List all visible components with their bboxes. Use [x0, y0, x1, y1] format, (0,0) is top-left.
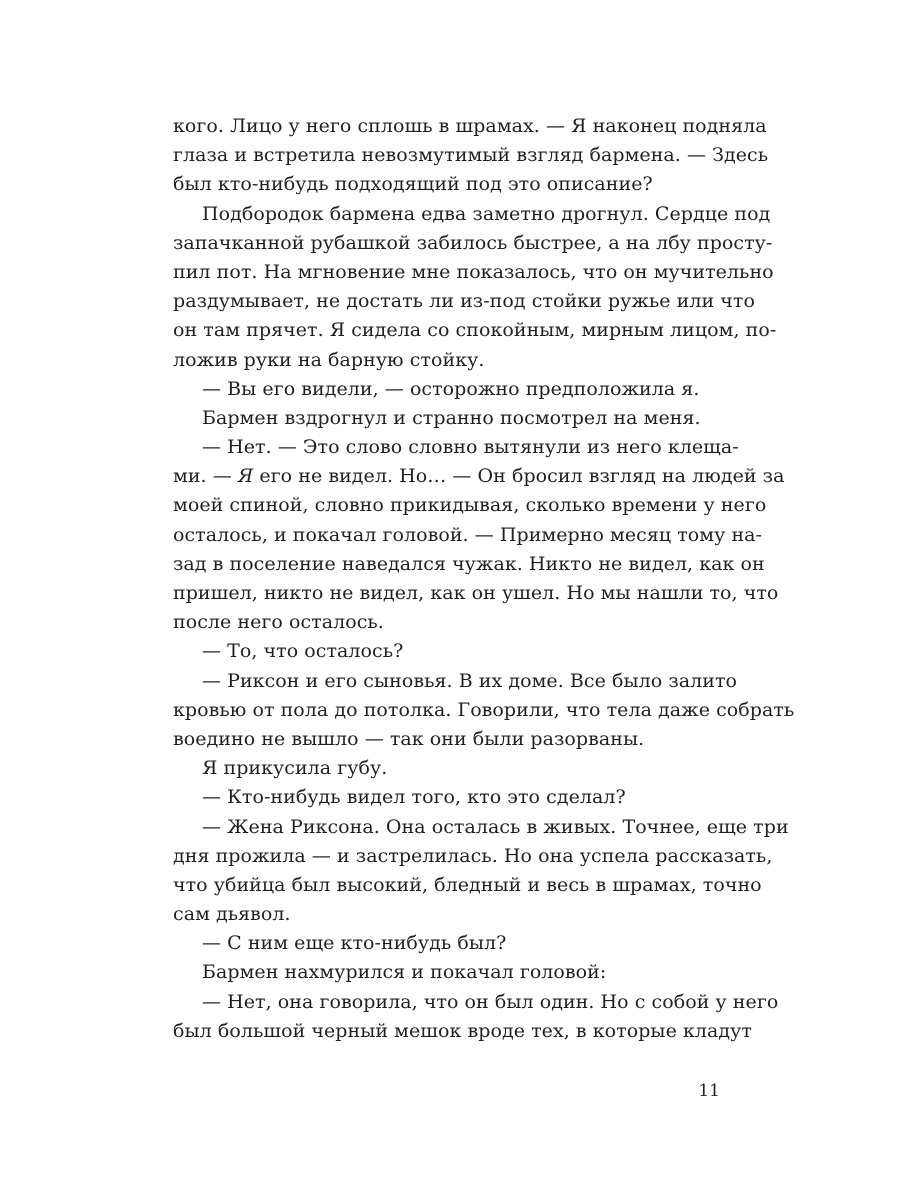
text-line: после него осталось. — [173, 611, 384, 634]
text-line: зад в поселение наведался чужак. Никто не видел, как он — [173, 552, 765, 575]
text-line: пил пот. На мгновение мне показалось, что он мучительно — [173, 260, 774, 283]
text-line: моей спиной, словно прикидывая, сколько времени у него — [173, 494, 767, 517]
body-text — [173, 112, 795, 1046]
page-number: 11 — [698, 1081, 720, 1101]
text-line: — То, что осталось? — [202, 640, 404, 663]
text-line: дня прожила — и застрелилась. Но она успела рассказать, — [173, 844, 773, 867]
text-line: ложив руки на барную стойку. — [173, 348, 485, 371]
text-line: воедино не вышло — так они были разорваны. — [173, 727, 645, 750]
text-line: Бармен вздрогнул и странно посмотрел на меня. — [202, 406, 701, 429]
text-line: запачканной рубашкой забилось быстрее, а на лбу просту- — [173, 231, 773, 254]
text-line: сам дьявол. — [173, 903, 291, 926]
text-line: он там прячет. Я сидела со спокойным, мирным лицом, по- — [173, 319, 777, 342]
text-line: что убийца был высокий, бледный и весь в шрамах, точно — [173, 873, 762, 896]
text-line: пришел, никто не видел, как он ушел. Но мы нашли то, что — [173, 582, 779, 604]
text-line: глаза и встретила невозмутимый взгляд бармена. — Здесь — [173, 144, 769, 167]
text-line: — Риксон и его сыновья. В их доме. Все было залито — [202, 669, 738, 692]
text-line: — Кто-нибудь видел того, кто это сделал? — [202, 786, 626, 809]
text-line: кровью от пола до потолка. Говорили, что тела даже собрать — [173, 698, 795, 721]
text-line: был большой черный мешок вроде тех, в которые кладут — [173, 1019, 752, 1042]
text-line: — С ним еще кто-нибудь был? — [202, 932, 507, 955]
text-line: раздумывает, не достать ли из-под стойки ружье или что — [173, 290, 755, 313]
text-line: Бармен нахмурился и покачал головой: — [202, 961, 607, 984]
text-line: — Вы его видели, — осторожно предположила я. — [202, 377, 700, 400]
text-line: ми. — Я его не видел. Но… — Он бросил взгляд на людей за — [173, 465, 785, 488]
text-line: Я прикусила губу. — [202, 757, 388, 780]
text-line: кого. Лицо у него сплошь в шрамах. — Я наконец подняла — [173, 115, 767, 137]
text-line: был кто-нибудь подходящий под это описание? — [173, 173, 653, 196]
text-line: — Жена Риксона. Она осталась в живых. Точнее, еще три — [202, 815, 789, 838]
text-line: осталось, и покачал головой. — Примерно месяц тому на- — [173, 523, 763, 546]
text-line: — Нет. — Это слово словно вытянули из него клеща- — [202, 436, 739, 459]
text-line: Подбородок бармена едва заметно дрогнул. Сердце под — [202, 202, 771, 225]
text-line: — Нет, она говорила, что он был один. Но с собой у него — [202, 990, 779, 1013]
